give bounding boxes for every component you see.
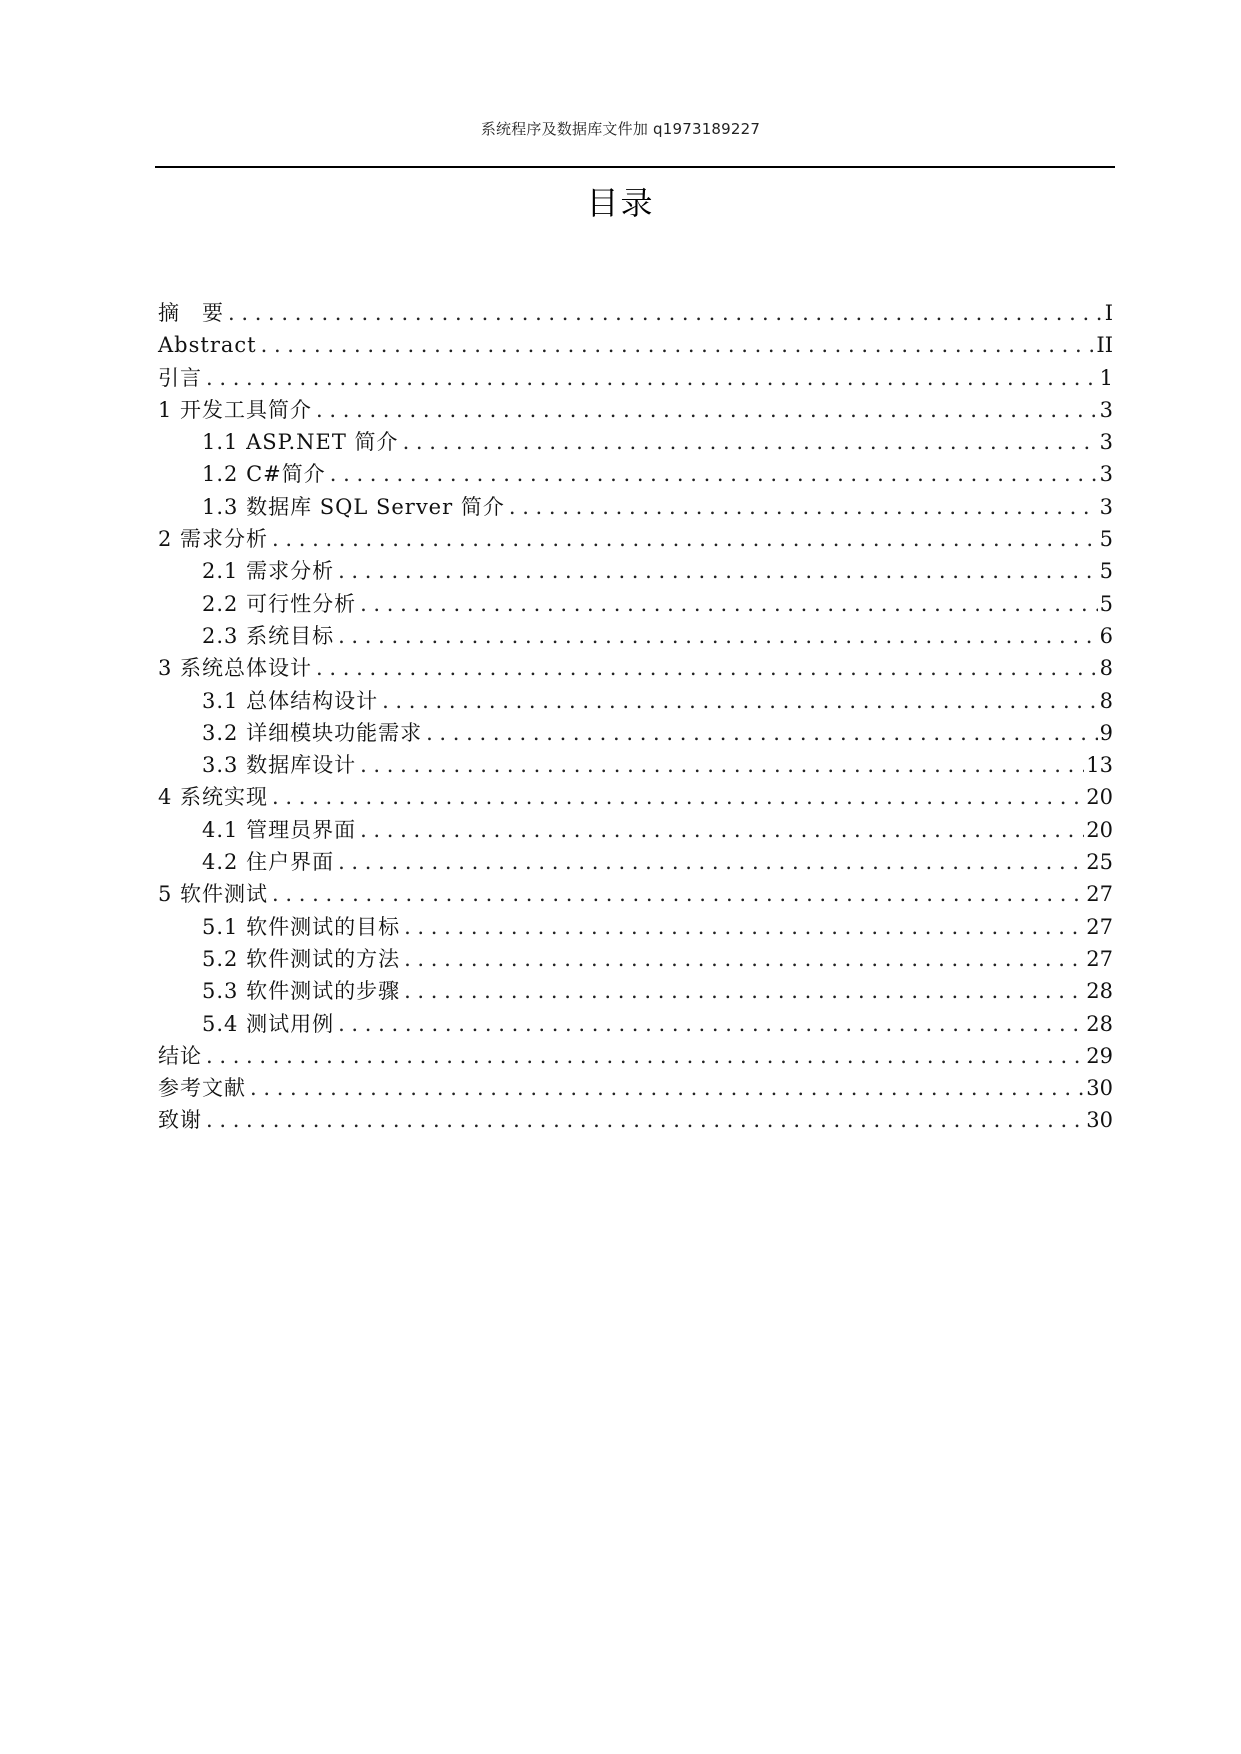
toc-entry[interactable]: [158, 878, 1113, 910]
toc-dot-leader: [404, 911, 1084, 943]
toc-entry-page-number: I: [1104, 301, 1113, 325]
toc-title: 目录: [586, 184, 655, 222]
toc-dot-leader: [404, 975, 1084, 1007]
toc-entry[interactable]: [158, 717, 1113, 749]
toc-dot-leader: [272, 781, 1084, 813]
toc-entry[interactable]: [158, 685, 1113, 717]
toc-entry-page-number: 8: [1099, 656, 1113, 681]
toc-entry-label: 4 系统实现: [158, 785, 269, 810]
toc-entry[interactable]: [158, 620, 1113, 652]
toc-entry[interactable]: [158, 458, 1113, 490]
toc-dot-leader: [206, 362, 1098, 394]
toc-entry[interactable]: [158, 426, 1113, 458]
toc-entry-page-number: 30: [1086, 1108, 1113, 1133]
toc-entry-label: 2 需求分析: [158, 527, 269, 552]
toc-entry-page-number: 28: [1086, 1011, 1113, 1036]
toc-entry[interactable]: [158, 911, 1113, 943]
toc-entry[interactable]: [158, 1008, 1113, 1040]
toc-entry-label: 1.1 ASP.NET 简介: [202, 430, 399, 455]
toc-entry-page-number: 13: [1086, 753, 1113, 778]
toc-dot-leader: [360, 814, 1084, 846]
toc-entry[interactable]: [158, 749, 1113, 781]
toc-entry-label: 2.3 系统目标: [202, 623, 335, 648]
toc-entry-page-number: 20: [1086, 817, 1113, 842]
toc-entry-label: 3.3 数据库设计: [202, 753, 357, 778]
toc-entry[interactable]: [158, 362, 1113, 394]
toc-entry[interactable]: [158, 781, 1113, 813]
toc-entry[interactable]: [158, 491, 1113, 523]
toc-entry-label: 致谢: [158, 1108, 202, 1133]
toc-entry-page-number: 5: [1099, 559, 1113, 584]
toc-entry[interactable]: [158, 1040, 1113, 1072]
header-divider: [155, 166, 1115, 168]
toc-dot-leader: [360, 749, 1084, 781]
toc-entry-label: 5.1 软件测试的目标: [202, 914, 401, 939]
toc-dot-leader: [250, 1072, 1084, 1104]
toc-entry-label: 2.1 需求分析: [202, 559, 335, 584]
toc-entry-page-number: 30: [1086, 1076, 1113, 1101]
toc-dot-leader: [338, 555, 1098, 587]
toc-entry-label: 结论: [158, 1043, 202, 1068]
toc-entry[interactable]: [158, 394, 1113, 426]
toc-entry-label: 摘 要: [158, 301, 224, 325]
toc-entry[interactable]: [158, 975, 1113, 1007]
toc-entry-label: 3.2 详细模块功能需求: [202, 720, 423, 745]
toc-entry[interactable]: [158, 814, 1113, 846]
toc-entry[interactable]: [158, 555, 1113, 587]
toc-entry-page-number: 3: [1099, 462, 1113, 487]
toc-entry-label: 3 系统总体设计: [158, 656, 313, 681]
toc-dot-leader: [382, 685, 1098, 717]
toc-entry-label: 1.2 C#简介: [202, 462, 326, 487]
toc-entry-label: 2.2 可行性分析: [202, 591, 357, 616]
toc-entry-page-number: 1: [1099, 365, 1113, 390]
toc-entry-label: 4.1 管理员界面: [202, 817, 357, 842]
toc-entry-page-number: II: [1096, 333, 1113, 358]
toc-entry[interactable]: [158, 1072, 1113, 1104]
toc-entry-page-number: 3: [1099, 494, 1113, 519]
toc-dot-leader: [272, 523, 1098, 555]
toc-dot-leader: [206, 1104, 1084, 1136]
toc-entry-label: 5.4 测试用例: [202, 1011, 335, 1036]
toc-entry-page-number: 8: [1099, 688, 1113, 713]
toc-dot-leader: [338, 1008, 1084, 1040]
toc-entry[interactable]: [158, 846, 1113, 878]
toc-entry-label: 3.1 总体结构设计: [202, 688, 379, 713]
toc-dot-leader: [272, 878, 1084, 910]
toc-entry-page-number: 5: [1099, 591, 1113, 616]
toc-entry-label: 5.3 软件测试的步骤: [202, 979, 401, 1004]
page-header-text: 系统程序及数据库文件加 q1973189227: [480, 120, 761, 138]
toc-dot-leader: [426, 717, 1098, 749]
toc-dot-leader: [338, 846, 1084, 878]
toc-entry-page-number: 3: [1099, 430, 1113, 455]
toc-dot-leader: [404, 943, 1084, 975]
toc-entry-label: 引言: [158, 365, 202, 390]
toc-dot-leader: [509, 491, 1098, 523]
toc-entry-page-number: 3: [1099, 397, 1113, 422]
toc-entry-page-number: 9: [1099, 720, 1113, 745]
toc-entry-page-number: 27: [1086, 946, 1113, 971]
toc-entry-label: Abstract: [158, 333, 257, 358]
toc-entry[interactable]: [158, 1104, 1113, 1136]
table-of-contents: [158, 297, 1113, 1137]
toc-entry[interactable]: [158, 588, 1113, 620]
toc-entry-page-number: 28: [1086, 979, 1113, 1004]
toc-dot-leader: [261, 329, 1095, 361]
toc-entry-page-number: 20: [1086, 785, 1113, 810]
toc-entry[interactable]: [158, 297, 1113, 329]
toc-entry[interactable]: [158, 523, 1113, 555]
toc-entry[interactable]: [158, 329, 1113, 361]
toc-entry-page-number: 27: [1086, 914, 1113, 939]
toc-entry-page-number: 6: [1099, 623, 1113, 648]
toc-entry-label: 5 软件测试: [158, 882, 269, 907]
toc-dot-leader: [316, 652, 1098, 684]
toc-entry[interactable]: [158, 943, 1113, 975]
toc-entry-label: 4.2 住户界面: [202, 850, 335, 875]
toc-entry-label: 1.3 数据库 SQL Server 简介: [202, 494, 505, 519]
toc-dot-leader: [206, 1040, 1084, 1072]
toc-entry-label: 1 开发工具简介: [158, 397, 313, 422]
toc-dot-leader: [316, 394, 1098, 426]
toc-dot-leader: [330, 458, 1098, 490]
toc-dot-leader: [338, 620, 1098, 652]
toc-dot-leader: [360, 588, 1098, 620]
toc-entry-page-number: 5: [1099, 527, 1113, 552]
toc-entry-page-number: 29: [1086, 1043, 1113, 1068]
toc-dot-leader: [228, 297, 1103, 329]
toc-entry-label: 参考文献: [158, 1076, 246, 1101]
toc-entry-page-number: 25: [1086, 850, 1113, 875]
toc-entry[interactable]: [158, 652, 1113, 684]
toc-entry-label: 5.2 软件测试的方法: [202, 946, 401, 971]
toc-dot-leader: [403, 426, 1098, 458]
toc-entry-page-number: 27: [1086, 882, 1113, 907]
